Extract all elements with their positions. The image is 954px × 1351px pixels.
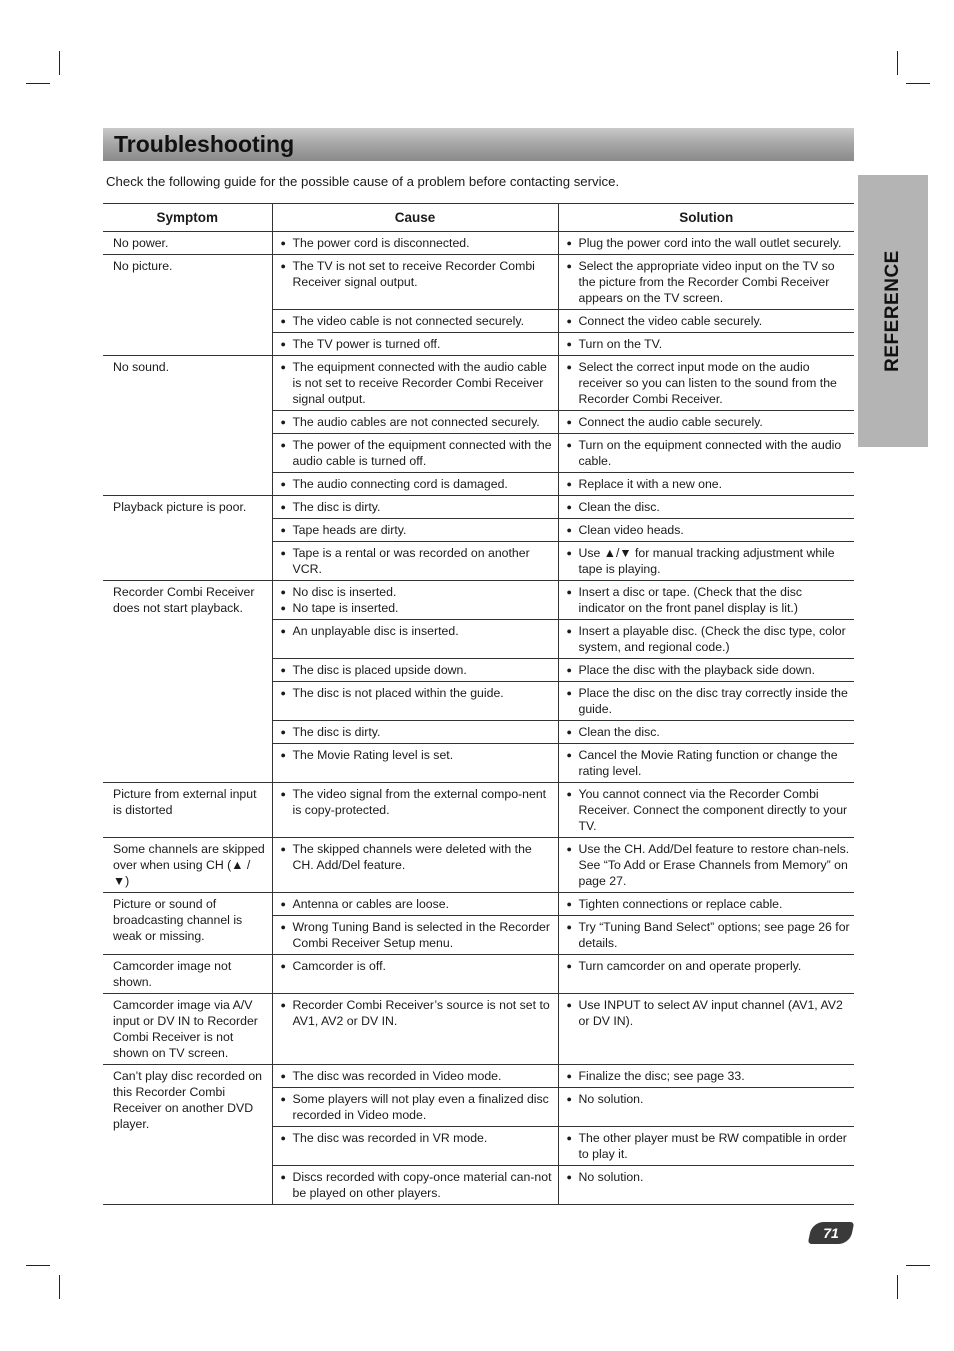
solution-cell <box>558 255 854 310</box>
solution-cell <box>558 1088 854 1127</box>
solution-item: ● Finalize the disc; see page 33. <box>569 1068 851 1084</box>
table-row <box>103 955 854 994</box>
cause-item: ● Some players will not play even a finalized disc recorded in Video mode. <box>283 1091 554 1123</box>
solution-cell <box>558 1127 854 1166</box>
symptom-cell: Some channels are skipped over when using CH (▲ / ▼) <box>103 838 272 893</box>
solution-item: ● Turn on the TV. <box>569 336 851 352</box>
cause-cell <box>272 496 558 519</box>
cause-cell <box>272 994 558 1065</box>
cause-item: ● An unplayable disc is inserted. <box>283 623 554 639</box>
cause-item: ● Discs recorded with copy-once material can-not be played on other players. <box>283 1169 554 1201</box>
symptom-cell: Camcorder image via A/V input or DV IN to Recorder Combi Receiver is not shown on TV screen. <box>103 994 272 1065</box>
table-row <box>103 232 854 255</box>
symptom-cell: Picture or sound of broadcasting channel is weak or missing. <box>103 893 272 955</box>
solution-cell <box>558 994 854 1065</box>
solution-cell <box>558 659 854 682</box>
page-title: Troubleshooting <box>114 131 295 157</box>
table-row <box>103 783 854 838</box>
cause-cell <box>272 682 558 721</box>
solution-item: ● Connect the video cable securely. <box>569 313 851 329</box>
solution-item: ● Plug the power cord into the wall outlet securely. <box>569 235 851 251</box>
solution-item: ● Clean the disc. <box>569 499 851 515</box>
cause-item: ● The disc is dirty. <box>283 724 554 740</box>
section-tab <box>858 175 928 447</box>
solution-cell <box>558 1065 854 1088</box>
solution-item: ● Connect the audio cable securely. <box>569 414 851 430</box>
solution-item: ● The other player must be RW compatible in order to play it. <box>569 1130 851 1162</box>
cause-cell <box>272 838 558 893</box>
solution-item: ● Place the disc on the disc tray correctly inside the guide. <box>569 685 851 717</box>
table-header-row <box>103 204 854 232</box>
solution-cell <box>558 682 854 721</box>
intro-text: Check the following guide for the possible cause of a problem before contacting service. <box>106 174 620 189</box>
solution-item: ● Replace it with a new one. <box>569 476 851 492</box>
cause-cell <box>272 783 558 838</box>
troubleshooting-table <box>103 203 854 1205</box>
cause-item: ● The power cord is disconnected. <box>283 235 554 251</box>
cause-item: ● The disc was recorded in VR mode. <box>283 1130 554 1146</box>
cause-cell <box>272 411 558 434</box>
solution-cell <box>558 411 854 434</box>
crop-mark-top-right-v <box>897 51 898 75</box>
solution-cell <box>558 519 854 542</box>
crop-mark-bottom-left-v <box>59 1275 60 1299</box>
title-bar <box>103 128 854 161</box>
crop-mark-bottom-right-h <box>906 1265 930 1266</box>
solution-cell <box>558 581 854 620</box>
solution-cell <box>558 542 854 581</box>
cause-cell <box>272 232 558 255</box>
solution-item: ● Clean the disc. <box>569 724 851 740</box>
table-row <box>103 994 854 1065</box>
cause-item: ● The TV is not set to receive Recorder Combi Receiver signal output. <box>283 258 554 290</box>
solution-cell <box>558 310 854 333</box>
symptom-cell: Recorder Combi Receiver does not start playback. <box>103 581 272 783</box>
crop-mark-bottom-left-h <box>26 1265 50 1266</box>
solution-item: ● Use INPUT to select AV input channel (AV1, AV2 or DV IN). <box>569 997 851 1029</box>
page-number: 71 <box>823 1225 839 1241</box>
cause-cell <box>272 542 558 581</box>
cause-item: ● No tape is inserted. <box>283 600 554 616</box>
cause-item: ● The Movie Rating level is set. <box>283 747 554 763</box>
symptom-cell: No power. <box>103 232 272 255</box>
cause-cell <box>272 473 558 496</box>
symptom-cell: Picture from external input is distorted <box>103 783 272 838</box>
cause-cell <box>272 659 558 682</box>
cause-item: ● The audio connecting cord is damaged. <box>283 476 554 492</box>
solution-item: ● Select the appropriate video input on the TV so the picture from the Recorder Combi Receiver appears on the TV screen. <box>569 258 851 306</box>
cause-item: ● The audio cables are not connected securely. <box>283 414 554 430</box>
solution-item: ● You cannot connect via the Recorder Combi Receiver. Connect the component directly to your TV. <box>569 786 851 834</box>
solution-item: ● No solution. <box>569 1169 851 1185</box>
cause-item: ● Camcorder is off. <box>283 958 554 974</box>
crop-mark-top-right-h <box>906 83 930 84</box>
symptom-cell: Can’t play disc recorded on this Recorder Combi Receiver on another DVD player. <box>103 1065 272 1205</box>
solution-item: ● Turn on the equipment connected with the audio cable. <box>569 437 851 469</box>
crop-mark-bottom-right-v <box>897 1275 898 1299</box>
header-solution: Solution <box>558 204 854 232</box>
solution-item: ● Turn camcorder on and operate properly. <box>569 958 851 974</box>
solution-cell <box>558 916 854 955</box>
cause-cell <box>272 1127 558 1166</box>
header-symptom: Symptom <box>103 204 272 232</box>
table-row <box>103 255 854 310</box>
cause-item: ● The disc is dirty. <box>283 499 554 515</box>
solution-cell <box>558 744 854 783</box>
cause-cell <box>272 620 558 659</box>
cause-item: ● The video cable is not connected securely. <box>283 313 554 329</box>
cause-item: ● The power of the equipment connected with the audio cable is turned off. <box>283 437 554 469</box>
cause-item: ● Antenna or cables are loose. <box>283 896 554 912</box>
solution-item: ● Insert a disc or tape. (Check that the disc indicator on the front panel display is lit.) <box>569 584 851 616</box>
table-row <box>103 356 854 411</box>
cause-cell <box>272 1065 558 1088</box>
table-body <box>103 232 854 1205</box>
solution-item: ● Use ▲/▼ for manual tracking adjustment while tape is playing. <box>569 545 851 577</box>
table-row <box>103 581 854 620</box>
solution-item: ● Tighten connections or replace cable. <box>569 896 851 912</box>
solution-cell <box>558 333 854 356</box>
cause-cell <box>272 721 558 744</box>
symptom-cell: No sound. <box>103 356 272 496</box>
table-row <box>103 893 854 916</box>
page-number-badge <box>808 1222 855 1244</box>
cause-cell <box>272 434 558 473</box>
solution-cell <box>558 620 854 659</box>
solution-item: ● Select the correct input mode on the audio receiver so you can listen to the sound from the Recorder Combi Receiver. <box>569 359 851 407</box>
solution-cell <box>558 473 854 496</box>
solution-cell <box>558 434 854 473</box>
symptom-cell: No picture. <box>103 255 272 356</box>
solution-item: ● No solution. <box>569 1091 851 1107</box>
cause-cell <box>272 955 558 994</box>
cause-cell <box>272 356 558 411</box>
solution-cell <box>558 783 854 838</box>
cause-item: ● The disc was recorded in Video mode. <box>283 1068 554 1084</box>
cause-item: ● The video signal from the external compo-nent is copy-protected. <box>283 786 554 818</box>
cause-cell <box>272 581 558 620</box>
solution-cell <box>558 838 854 893</box>
solution-cell <box>558 232 854 255</box>
solution-item: ● Insert a playable disc. (Check the disc type, color system, and regional code.) <box>569 623 851 655</box>
cause-item: ● The equipment connected with the audio cable is not set to receive Recorder Combi Receiver signal output. <box>283 359 554 407</box>
solution-cell <box>558 721 854 744</box>
crop-mark-top-left-h <box>26 83 50 84</box>
solution-cell <box>558 496 854 519</box>
cause-item: ● Recorder Combi Receiver’s source is not set to AV1, AV2 or DV IN. <box>283 997 554 1029</box>
cause-cell <box>272 916 558 955</box>
cause-cell <box>272 744 558 783</box>
cause-cell <box>272 255 558 310</box>
solution-cell <box>558 955 854 994</box>
cause-item: ● Wrong Tuning Band is selected in the Recorder Combi Receiver Setup menu. <box>283 919 554 951</box>
cause-cell <box>272 1166 558 1205</box>
symptom-cell: Camcorder image not shown. <box>103 955 272 994</box>
cause-item: ● The skipped channels were deleted with the CH. Add/Del feature. <box>283 841 554 873</box>
table-row <box>103 838 854 893</box>
table-row <box>103 1065 854 1088</box>
cause-cell <box>272 333 558 356</box>
solution-item: ● Cancel the Movie Rating function or change the rating level. <box>569 747 851 779</box>
cause-item: ● The disc is not placed within the guide. <box>283 685 554 701</box>
cause-item: ● Tape heads are dirty. <box>283 522 554 538</box>
solution-item: ● Try “Tuning Band Select” options; see page 26 for details. <box>569 919 851 951</box>
cause-cell <box>272 893 558 916</box>
crop-mark-top-left-v <box>59 51 60 75</box>
cause-item: ● The TV power is turned off. <box>283 336 554 352</box>
table-row <box>103 496 854 519</box>
solution-cell <box>558 893 854 916</box>
solution-item: ● Place the disc with the playback side down. <box>569 662 851 678</box>
cause-cell <box>272 310 558 333</box>
section-tab-label: REFERENCE <box>882 250 903 372</box>
cause-item: ● No disc is inserted. <box>283 584 554 600</box>
solution-item: ● Use the CH. Add/Del feature to restore chan-nels. See “To Add or Erase Channels from Memory” on page 27. <box>569 841 851 889</box>
header-cause: Cause <box>272 204 558 232</box>
solution-cell <box>558 356 854 411</box>
cause-cell <box>272 519 558 542</box>
cause-item: ● Tape is a rental or was recorded on another VCR. <box>283 545 554 577</box>
solution-cell <box>558 1166 854 1205</box>
cause-cell <box>272 1088 558 1127</box>
symptom-cell: Playback picture is poor. <box>103 496 272 581</box>
cause-item: ● The disc is placed upside down. <box>283 662 554 678</box>
solution-item: ● Clean video heads. <box>569 522 851 538</box>
